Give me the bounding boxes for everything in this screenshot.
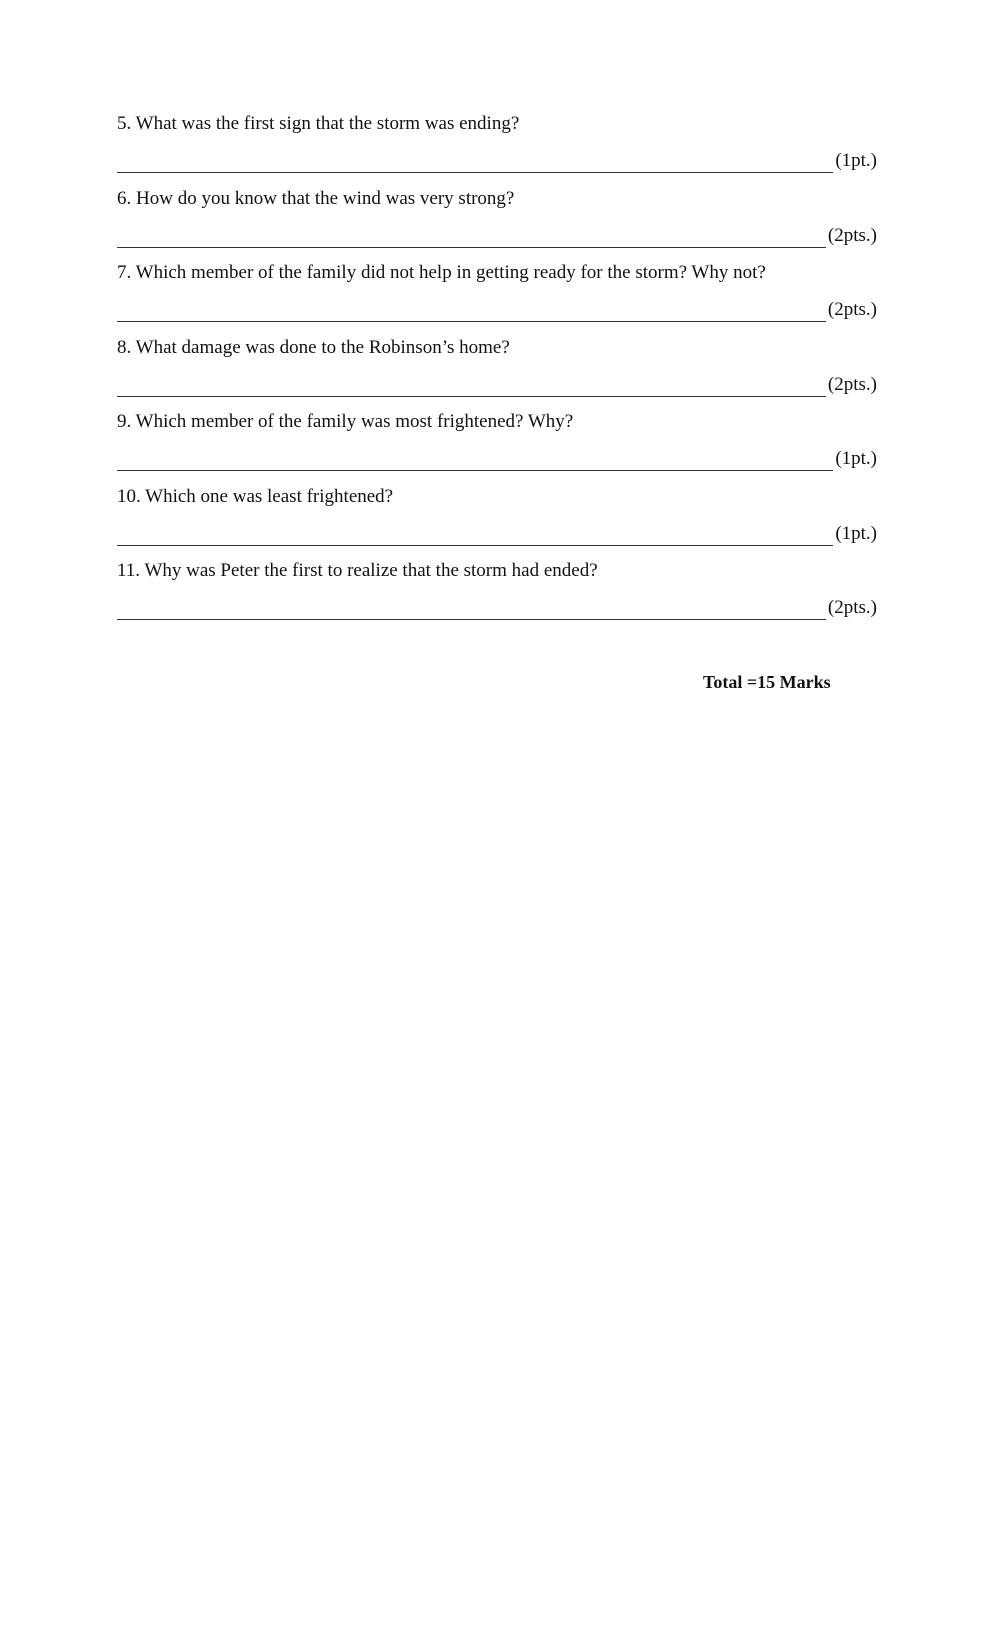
question-11: [117, 559, 877, 634]
answer-line[interactable]: [117, 303, 826, 322]
question-text: 8. What damage was done to the Robinson’s home?: [117, 336, 510, 358]
answer-row: [117, 522, 877, 546]
points-label: (2pts.): [827, 224, 877, 246]
points-label: (1pt.): [835, 522, 877, 544]
answer-line[interactable]: [117, 154, 833, 173]
total-marks: Total =15 Marks: [703, 672, 831, 692]
points-label: (1pt.): [835, 150, 877, 171]
question-7: [117, 261, 877, 336]
question-9: [117, 410, 877, 485]
points-label: (2pts.): [827, 597, 877, 618]
question-text: 6. How do you know that the wind was very strong?: [117, 187, 515, 209]
answer-row: [117, 596, 877, 620]
answer-line[interactable]: [117, 527, 833, 546]
question-8: [117, 336, 877, 411]
answer-line[interactable]: [117, 601, 826, 620]
question-10: [117, 485, 877, 560]
points-label: (2pts.): [827, 299, 877, 320]
question-text: 10. Which one was least frightened?: [117, 485, 394, 507]
answer-line[interactable]: [117, 378, 826, 397]
answer-row: [117, 373, 877, 397]
question-text: 9. Which member of the family was most frightened? Why?: [117, 411, 574, 432]
question-list: [117, 112, 877, 634]
answer-row: [117, 224, 877, 248]
answer-row: [117, 447, 877, 471]
answer-line[interactable]: [117, 229, 826, 248]
question-5: [117, 112, 877, 187]
question-6: [117, 187, 877, 262]
question-text: 5. What was the first sign that the storm was ending?: [117, 113, 520, 134]
points-label: (2pts.): [827, 373, 877, 395]
answer-line[interactable]: [117, 452, 833, 471]
answer-row: [117, 298, 877, 322]
points-label: (1pt.): [835, 448, 877, 469]
question-text: 11. Why was Peter the first to realize that the storm had ended?: [117, 560, 598, 581]
answer-row: [117, 149, 877, 173]
question-text: 7. Which member of the family did not help in getting ready for the storm? Why not?: [117, 262, 766, 283]
